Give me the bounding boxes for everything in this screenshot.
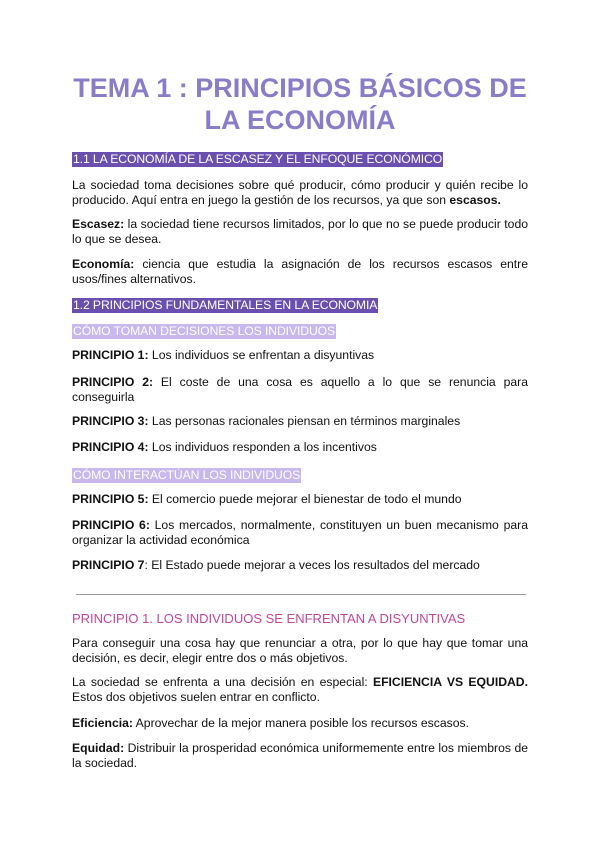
eficiencia-term: Eficiencia: bbox=[72, 716, 133, 730]
escasez-definition bbox=[72, 217, 528, 247]
horizontal-rule bbox=[76, 594, 526, 595]
section-1-1-heading bbox=[72, 150, 528, 168]
title-line-2: LA ECONOMÍA bbox=[204, 105, 396, 135]
subheading-interact bbox=[72, 466, 528, 484]
para2-tail: Estos dos objetivos suelen entrar en conflicto. bbox=[72, 690, 320, 704]
economia-definition bbox=[72, 257, 528, 287]
principle-6-text: Los mercados, normalmente, constituyen un buen mecanismo para organizar la actividad económica bbox=[72, 518, 528, 547]
principle-3-text: Las personas racionales piensan en términos marginales bbox=[148, 414, 461, 428]
economia-term: Economía: bbox=[72, 257, 135, 271]
equidad-definition bbox=[72, 741, 528, 771]
escasez-term: Escasez: bbox=[72, 217, 125, 231]
eficiencia-definition bbox=[72, 716, 528, 731]
subheading-interact-label: CÓMO INTERACTÚAN LOS INDIVIDUOS bbox=[73, 468, 301, 482]
principle-1-paragraph-1: Para conseguir una cosa hay que renunciar a otra, por lo que hay que tomar una decisión, es decir, elegir entre dos o más objetivos. bbox=[72, 636, 528, 665]
intro-bold: escasos. bbox=[449, 193, 501, 207]
principle-5-text: El comercio puede mejorar el bienestar de todo el mundo bbox=[148, 492, 462, 506]
section-1-2-label: 1.2 PRINCIPIOS FUNDAMENTALES EN LA ECONOMIA bbox=[73, 298, 378, 312]
principle-4 bbox=[72, 440, 528, 455]
principle-4-text: Los individuos responden a los incentivos bbox=[148, 440, 377, 454]
principle-4-term: PRINCIPIO 4: bbox=[72, 440, 149, 454]
equidad-term: Equidad: bbox=[72, 741, 125, 755]
para2-text: La sociedad se enfrenta a una decisión en especial: bbox=[72, 675, 373, 689]
page-title bbox=[72, 0, 528, 136]
principle-6 bbox=[72, 518, 528, 548]
principle-1-section-heading: PRINCIPIO 1. LOS INDIVIDUOS SE ENFRENTAN A DISYUNTIVAS bbox=[72, 611, 466, 626]
intro-paragraph bbox=[72, 178, 528, 208]
principle-1-term: PRINCIPIO 1: bbox=[72, 348, 149, 362]
economia-def: ciencia que estudia la asignación de los recursos escasos entre usos/fines alternativos. bbox=[72, 257, 528, 286]
principle-3 bbox=[72, 414, 528, 429]
principle-7-text: : El Estado puede mejorar a veces los resultados del mercado bbox=[144, 558, 480, 572]
section-divider bbox=[72, 594, 528, 595]
title-line-1: TEMA 1 : PRINCIPIOS BÁSICOS DE bbox=[73, 73, 527, 103]
subheading-decisions-label: CÓMO TOMAN DECISIONES LOS INDIVIDUOS bbox=[73, 324, 336, 338]
subheading-decisions bbox=[72, 322, 528, 340]
principle-5-term: PRINCIPIO 5: bbox=[72, 492, 149, 506]
para2-bold: EFICIENCIA VS EQUIDAD. bbox=[372, 675, 528, 689]
principle-7-term: PRINCIPIO 7 bbox=[72, 558, 145, 572]
section-1-1-label: 1.1 LA ECONOMÍA DE LA ESCASEZ Y EL ENFOQUE ECONÓMICO bbox=[73, 152, 443, 166]
principle-2 bbox=[72, 375, 528, 405]
principle-6-term: PRINCIPIO 6: bbox=[72, 518, 150, 532]
eficiencia-def: Aprovechar de la mejor manera posible los recursos escasos. bbox=[132, 716, 469, 730]
principle-5 bbox=[72, 492, 528, 507]
escasez-def: la sociedad tiene recursos limitados, por lo que no se puede producir todo lo que se desea. bbox=[72, 217, 528, 246]
principle-2-term: PRINCIPIO 2: bbox=[72, 375, 154, 389]
principle-3-term: PRINCIPIO 3: bbox=[72, 414, 149, 428]
principle-1 bbox=[72, 348, 528, 363]
principle-1-text: Los individuos se enfrentan a disyuntivas bbox=[148, 348, 375, 362]
equidad-def: Distribuir la prosperidad económica uniformemente entre los miembros de la sociedad. bbox=[72, 741, 528, 770]
section-1-2-heading bbox=[72, 296, 528, 314]
principle-1-paragraph-2 bbox=[72, 675, 528, 705]
principle-7 bbox=[72, 558, 528, 573]
principle-2-text: El coste de una cosa es aquello a lo que se renuncia para conseguirla bbox=[72, 375, 528, 404]
intro-text: La sociedad toma decisiones sobre qué producir, cómo producir y quién recibe lo producido. Aquí entra en juego la gestión de los recursos, ya que son bbox=[72, 178, 528, 207]
